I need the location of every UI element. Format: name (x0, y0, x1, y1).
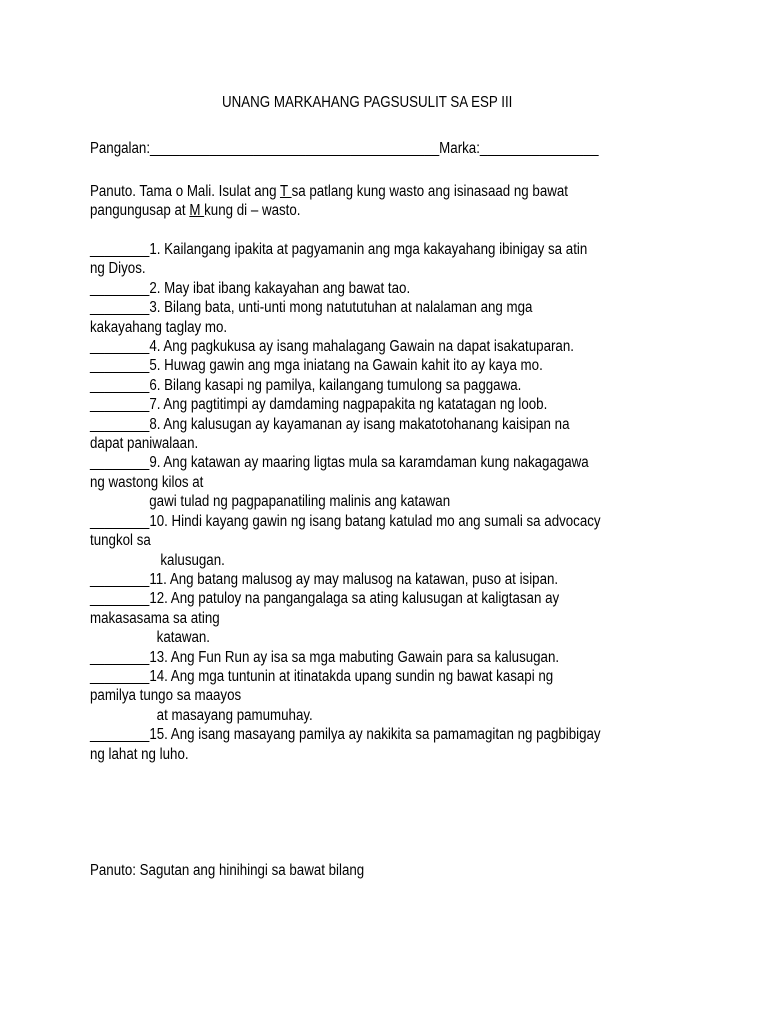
question-text: 2. May ibat ibang kakayahan ang bawat tao. (149, 279, 411, 297)
question-text: 13. Ang Fun Run ay isa sa mga mabuting Gawain para sa kalusugan. (149, 648, 560, 666)
question-text: pamilya tungo sa maayos (90, 687, 242, 705)
answer-blank[interactable]: ________ (90, 512, 150, 530)
question-item (90, 240, 601, 259)
page-title: UNANG MARKAHANG PAGSUSULIT SA ESP III (222, 94, 513, 111)
question-text: 8. Ang kalusugan ay kayamanan ay isang makatotohanang kaisipan na (149, 415, 570, 433)
answer-blank[interactable]: ________ (90, 396, 150, 414)
letter-t: T (279, 183, 292, 200)
question-item (90, 395, 601, 414)
question-continuation (90, 686, 601, 705)
question-item (90, 725, 601, 744)
question-text: 3. Bilang bata, unti-unti mong natututuhan at nalalaman ang mga (149, 299, 533, 317)
question-continuation (90, 609, 601, 628)
question-text: kalusugan. (90, 551, 225, 569)
question-item (90, 589, 601, 608)
name-score-line (90, 139, 599, 158)
question-text: ng wastong kilos at (90, 473, 204, 491)
question-continuation (90, 259, 601, 278)
question-item (90, 356, 601, 375)
answer-blank[interactable]: ________ (90, 357, 150, 375)
question-text: katawan. (90, 629, 211, 647)
question-text: 4. Ang pagkukusa ay isang mahalagang Gawain na dapat isakatuparan. (149, 338, 574, 356)
instruction-answer: Panuto: Sagutan ang hinihingi sa bawat bilang (90, 862, 365, 879)
answer-blank[interactable]: ________ (90, 590, 150, 608)
question-text: gawi tulad ng pagpapanatiling malinis ang katawan (90, 493, 451, 511)
question-item (90, 453, 601, 472)
instruction-prefix: Panuto. Tama o Mali. Isulat ang (90, 183, 280, 200)
question-text: 12. Ang patuloy na pangangalaga sa ating kalusugan at kaligtasan ay (149, 590, 560, 608)
question-item (90, 570, 601, 589)
question-text: 7. Ang pagtitimpi ay damdaming nagpapakita ng katatagan ng loob. (149, 396, 548, 414)
instruction-middle: sa patlang kung wasto ang isinasaad ng bawat (291, 183, 568, 200)
question-text: tungkol sa (90, 532, 151, 550)
question-item (90, 648, 601, 667)
answer-blank[interactable]: ________ (90, 570, 150, 588)
answer-blank[interactable]: ________ (90, 376, 150, 394)
question-list (90, 240, 601, 764)
question-item (90, 337, 601, 356)
question-continuation (90, 531, 601, 550)
question-text: kakayahang taglay mo. (90, 318, 228, 336)
question-continuation (90, 473, 601, 492)
question-item (90, 415, 601, 434)
answer-blank[interactable]: ________ (90, 667, 150, 685)
answer-blank[interactable]: ________ (90, 241, 150, 258)
question-continuation (90, 318, 601, 337)
instruction-line2-suffix: kung di – wasto. (204, 202, 301, 220)
question-text: 9. Ang katawan ay maaring ligtas mula sa karamdaman kung nakagagawa (149, 454, 589, 472)
question-text: makasasama sa ating (90, 609, 220, 627)
name-blank: _______________________________________ (150, 140, 440, 157)
question-item (90, 279, 601, 298)
instruction-line-1 (90, 182, 568, 201)
letter-m: M (189, 202, 205, 220)
question-continuation (90, 628, 601, 647)
question-text: 6. Bilang kasapi ng pamilya, kailangang tumulong sa paggawa. (149, 376, 522, 394)
question-continuation (90, 551, 601, 570)
answer-blank[interactable]: ________ (90, 279, 150, 297)
question-text: 5. Huwag gawin ang mga iniatang na Gawain kahit ito ay kaya mo. (149, 357, 543, 375)
question-continuation (90, 434, 601, 453)
question-item (90, 512, 601, 531)
question-continuation (90, 492, 601, 511)
name-label: Pangalan: (90, 140, 151, 157)
instruction-line2-prefix: pangungusap at (90, 202, 190, 220)
answer-blank[interactable]: ________ (90, 726, 150, 744)
question-item (90, 667, 601, 686)
answer-blank[interactable]: ________ (90, 338, 150, 356)
question-text: dapat paniwalaan. (90, 435, 199, 453)
question-text: 15. Ang isang masayang pamilya ay nakikita sa pamamagitan ng pagbibigay (149, 726, 601, 744)
question-text: ng Diyos. (90, 260, 146, 278)
question-continuation (90, 745, 601, 764)
answer-blank[interactable]: ________ (90, 299, 150, 317)
question-text: 14. Ang mga tuntunin at itinatakda upang sundin ng bawat kasapi ng (149, 667, 554, 685)
score-blank: ________________ (479, 140, 599, 157)
instruction-true-false (90, 182, 568, 221)
question-item (90, 376, 601, 395)
answer-blank[interactable]: ________ (90, 648, 150, 666)
question-text: 10. Hindi kayang gawin ng isang batang katulad mo ang sumali sa advocacy (149, 512, 601, 530)
question-continuation (90, 706, 601, 725)
question-text: ng lahat ng luho. (90, 745, 189, 763)
question-text: 11. Ang batang malusog ay may malusog na katawan, puso at isipan. (149, 570, 559, 588)
score-label: Marka: (439, 140, 480, 157)
question-text: 1. Kailangang ipakita at pagyamanin ang mga kakayahang ibinigay sa atin (149, 241, 588, 258)
question-item (90, 298, 601, 317)
answer-blank[interactable]: ________ (90, 415, 150, 433)
instruction-line-2 (90, 201, 568, 220)
question-text: at masayang pamumuhay. (90, 706, 313, 724)
answer-blank[interactable]: ________ (90, 454, 150, 472)
